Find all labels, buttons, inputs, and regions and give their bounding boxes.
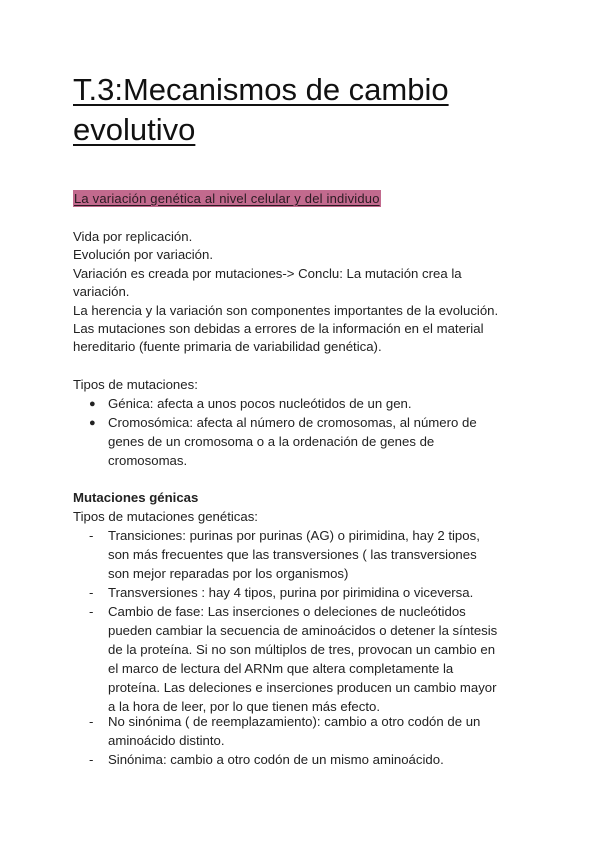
mutation-types-label: Tipos de mutaciones:	[73, 377, 198, 392]
list-item-continuation: a la hora de leer, por lo que tienen más efecto.	[108, 699, 380, 714]
list-item-continuation: pueden cambiar la secuencia de aminoácidos o detener la síntesis	[108, 623, 498, 638]
section-heading	[73, 190, 381, 208]
paragraph-line: La herencia y la variación son componentes importantes de la evolución.	[73, 302, 499, 318]
paragraph-line: Evolución por variación.	[73, 247, 214, 263]
list-item-continuation: cromosomas.	[108, 453, 188, 468]
dash-marker: -	[89, 528, 94, 543]
dash-marker: -	[89, 714, 94, 729]
list-item: Transversiones : hay 4 tipos, purina por pirimidina o viceversa.	[108, 585, 474, 600]
list-item: Sinónima: cambio a otro codón de un mismo aminoácido.	[108, 752, 444, 767]
paragraph-line: Las mutaciones son debidas a errores de la información en el material	[73, 321, 484, 336]
list-item: Cambio de fase: Las inserciones o deleciones de nucleótidos	[108, 604, 466, 619]
list-item-continuation: genes de un cromosoma o a la ordenación de genes de	[108, 434, 435, 449]
list-item-continuation: son mejor reparadas por los organismos)	[108, 566, 349, 581]
list-item-continuation: el marco de lectura del ARNm que altera completamente la	[108, 661, 454, 676]
page-title: T.3:Mecanismos de cambio evolutivo	[73, 72, 449, 147]
section-heading-highlight: La variación genética al nivel celular y del individuo	[74, 191, 380, 206]
bullet-icon: ●	[89, 398, 96, 410]
gene-mutations-heading: Mutaciones génicas	[73, 490, 199, 505]
list-item: No sinónima ( de reemplazamiento): cambio a otro codón de un	[108, 714, 481, 729]
list-item: Cromosómica: afecta al número de cromosomas, al número de	[108, 415, 477, 430]
dash-marker: -	[89, 604, 94, 619]
list-item: Génica: afecta a unos pocos nucleótidos de un gen.	[108, 396, 412, 411]
paragraph-line: Vida por replicación.	[73, 229, 193, 244]
paragraph-line: variación.	[73, 284, 130, 300]
list-item-continuation: aminoácido distinto.	[108, 733, 225, 748]
dash-marker: -	[89, 585, 94, 600]
list-item-continuation: de la proteína. Si no son múltiplos de tres, provocan un cambio en	[108, 642, 496, 657]
dash-marker: -	[89, 752, 94, 767]
list-item-continuation: son más frecuentes que las transversiones ( las transversiones	[108, 547, 477, 562]
list-item: Transiciones: purinas por purinas (AG) o pirimidina, hay 2 tipos,	[108, 528, 480, 543]
list-item-continuation: proteína. Las deleciones e inserciones producen un cambio mayor	[108, 680, 497, 695]
paragraph-line: hereditario (fuente primaria de variabilidad genética).	[73, 339, 382, 355]
gene-mutation-types-label: Tipos de mutaciones genéticas:	[73, 509, 258, 524]
bullet-icon: ●	[89, 417, 96, 429]
paragraph-line: Variación es creada por mutaciones-> Conclu: La mutación crea la	[73, 265, 462, 281]
